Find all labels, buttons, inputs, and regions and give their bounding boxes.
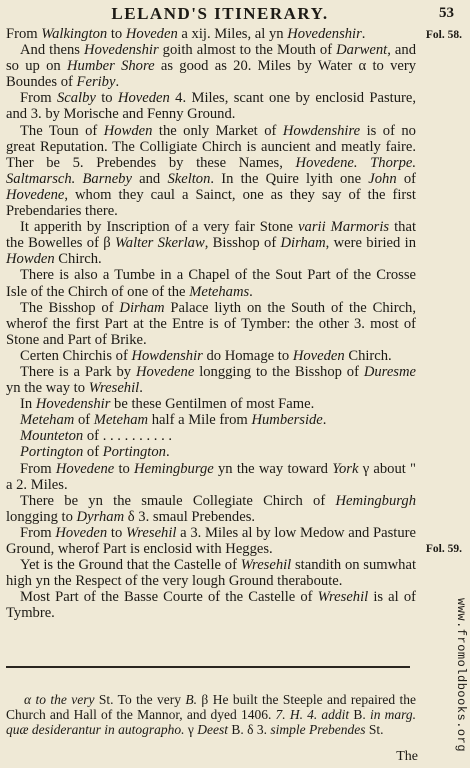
text-span: yn the way toward (213, 460, 333, 477)
text-span: St. To the very (94, 692, 186, 707)
text-span: And thens (20, 42, 85, 59)
italic-span: Skelton (167, 170, 211, 187)
footnote-rule (6, 666, 410, 668)
paragraph-p4 (6, 123, 416, 220)
text-span: Yet is the Ground that the Castelle of (20, 557, 241, 574)
text-span: do Homage to (202, 347, 293, 364)
text-span: The Toun of (20, 122, 104, 139)
italic-span: Meteham (20, 412, 75, 429)
text-span: yn the way to (6, 380, 89, 397)
text-span: In (20, 396, 36, 413)
text-span: longging to (6, 508, 77, 525)
text-span: to (95, 90, 118, 107)
paragraph-p5 (6, 219, 416, 267)
italic-span: Scalby (56, 90, 96, 107)
paragraph-p12 (6, 428, 416, 444)
text-span: There is also a Tumbe in a Chapel of the Sout Part of the Crosse Isle of the Chirch of one of the (6, 267, 416, 300)
italic-span: Hoveden (125, 26, 178, 42)
text-span: From (20, 90, 57, 107)
text-span: . (249, 283, 253, 300)
text-span: B. δ 3. (227, 722, 271, 737)
italic-span: Wresehil (125, 524, 177, 541)
italic-span: Portington (20, 444, 84, 461)
text-span: From (20, 460, 56, 477)
paragraph-p7 (6, 300, 416, 348)
text-span: Certen Chirchis of (20, 347, 132, 364)
italic-span: α to the very (24, 692, 95, 707)
page-header (0, 4, 470, 26)
text-span: From (20, 524, 56, 541)
text-span: There is a Park by (20, 363, 136, 380)
paragraph-p18 (6, 589, 416, 621)
text-span: of (74, 412, 94, 429)
text-span: to (107, 26, 126, 42)
italic-span: Portington (102, 444, 166, 461)
italic-span: Dyrham (76, 508, 125, 525)
body-text (6, 26, 416, 621)
text-span: is al of Tymbre. (6, 589, 416, 622)
italic-span: Dirham (119, 299, 165, 316)
paragraph-p13 (6, 444, 416, 460)
text-span: . (139, 380, 143, 397)
text-span: , were biried in (325, 235, 416, 252)
italic-span: Hovedene. Thorpe. Saltmarsch. Barneby (6, 154, 416, 187)
text-span: , Bisshop of (204, 235, 281, 252)
italic-span: Hoveden (292, 347, 345, 364)
text-span: It apperith by Inscription of a very fair Stone (20, 219, 299, 236)
italic-span: Wresehil (317, 589, 369, 606)
paragraph-p11 (6, 412, 416, 428)
text-span: and (131, 170, 168, 187)
italic-span: varii Marmoris (298, 219, 390, 236)
text-span: , and so up on (6, 42, 416, 75)
paragraph-p16 (6, 525, 416, 557)
text-span: as good as 20. Miles by Water α to very Boundes of (6, 58, 417, 91)
text-span: goith almost to the Mouth of (158, 42, 337, 59)
text-span: , whom they caul a Sainct, one as they say of the first Prebendaries there. (6, 186, 416, 220)
text-span: δ 3. smaul Prebendes. (124, 508, 256, 525)
text-span: is of no great Reputation. The Colligiate Chirch is auncient and meatly faire. Ther be 5. Prebendes by these Names, (6, 122, 416, 171)
italic-span: Feriby (76, 74, 116, 91)
text-span: γ (184, 722, 198, 737)
italic-span: John (368, 170, 397, 187)
italic-span: Howden (6, 251, 55, 268)
text-span: the only Market of (152, 122, 283, 139)
page-number: 53 (439, 5, 454, 21)
italic-span: York (332, 460, 359, 477)
paragraph-p9 (6, 364, 416, 396)
text-span: be these Gentilmen of most Fame. (110, 396, 315, 413)
margin-note-fol-58: Fol. 58. (425, 29, 462, 41)
italic-span: in marg. quæ desiderantur in autographo. (6, 707, 416, 737)
text-span: that the Bowelles of β (6, 219, 416, 252)
text-span: . (115, 74, 120, 91)
italic-span: B. (185, 692, 198, 707)
italic-span: Metehams (189, 283, 250, 300)
margin-note-fol-59: Fol. 59. (425, 543, 462, 555)
footnotes (6, 692, 416, 737)
italic-span: Wresehil (240, 557, 292, 574)
italic-span: Hovedenshir (35, 396, 111, 413)
text-span: a xij. Miles, al yn (177, 26, 288, 42)
italic-span: Hoveden (55, 524, 108, 541)
text-span: of . . . . . . . . . . (83, 428, 173, 445)
italic-span: Deest (197, 722, 228, 737)
text-span: to (114, 460, 135, 477)
text-span: of (396, 170, 416, 187)
text-span: Chirch. (54, 251, 102, 268)
italic-span: Hovedene (55, 460, 115, 477)
paragraph-p10 (6, 396, 416, 412)
italic-span: Darwent (336, 42, 388, 59)
text-span: longging to the Bisshop of (194, 363, 364, 380)
text-span: to (107, 524, 126, 541)
text-span: Chirch. (344, 347, 392, 364)
text-span: St. (365, 722, 384, 737)
text-span: β He built the Steeple and repaired the Church and Hall of the Mannor, and dyed 1406. (6, 692, 416, 722)
italic-span: Dirham (280, 235, 326, 252)
italic-span: Meteham (93, 412, 149, 429)
text-span: Most Part of the Basse Courte of the Castelle of (20, 589, 318, 606)
text-span: of (83, 444, 103, 461)
paragraph-p14 (6, 461, 416, 493)
italic-span: 7. H. 4. addit (275, 707, 350, 722)
text-span: From (6, 26, 42, 42)
italic-span: Hemingburgh (335, 492, 416, 509)
text-span: γ about " a 2. Miles. (6, 460, 416, 493)
italic-span: Hovedene (135, 363, 195, 380)
italic-span: Duresme (363, 363, 416, 380)
paragraph-p15 (6, 493, 416, 525)
italic-span: Hoveden (117, 90, 170, 107)
catchword: The (396, 749, 418, 764)
paragraph-p2 (6, 42, 416, 90)
italic-span: Howdenshir (131, 347, 203, 364)
text-span: Palace liyth on the South of the Chirch, wherof the first Part at the Entre is of Tymber: the other 3. most of Stone and Part of Brike. (6, 299, 416, 348)
text-span: 4. Miles, scant one by enclosid Pasture, and 3. by Morische and Fenny Ground. (6, 90, 416, 123)
footnote-text (6, 692, 416, 737)
italic-span: Humber Shore (66, 58, 155, 75)
watermark-url: www.fromoldbooks.org (454, 598, 468, 753)
italic-span: Hemingburge (134, 460, 214, 477)
running-title: LELAND'S ITINERARY. (111, 4, 329, 23)
text-span: The Bisshop of (20, 299, 120, 316)
italic-span: Wresehil (88, 380, 140, 397)
italic-span: simple Prebendes (270, 722, 366, 737)
italic-span: Hovedene (6, 186, 65, 203)
italic-span: Hovedenshir (287, 26, 362, 42)
italic-span: Walkington (41, 26, 108, 42)
italic-span: Mounteton (20, 428, 84, 445)
italic-span: Humberside (251, 412, 323, 429)
text-span: . In the Quire lyith one (210, 170, 369, 187)
paragraph-p17 (6, 557, 416, 589)
text-span: standith on sumwhat high yn the Respect of the very lough Ground theraboute. (6, 557, 417, 590)
text-span: There be yn the smaule Collegiate Chirch of (20, 492, 336, 509)
text-span: B. (349, 707, 370, 722)
italic-span: Howdenshire (282, 122, 361, 139)
text-span: . (361, 26, 366, 42)
text-span: . (165, 444, 170, 461)
text-span: . (322, 412, 327, 429)
italic-span: Hovedenshir (84, 42, 159, 59)
italic-span: Walter Skerlaw (114, 235, 205, 252)
paragraph-p1 (6, 26, 416, 42)
italic-span: Howden (103, 122, 153, 139)
paragraph-p8 (6, 348, 416, 364)
paragraph-p6 (6, 267, 416, 299)
text-span: a 3. Miles al by low Medow and Pasture Ground, wherof Part is enclosid with Hegges. (6, 524, 416, 557)
text-span: half a Mile from (148, 412, 252, 429)
paragraph-p3 (6, 90, 416, 122)
